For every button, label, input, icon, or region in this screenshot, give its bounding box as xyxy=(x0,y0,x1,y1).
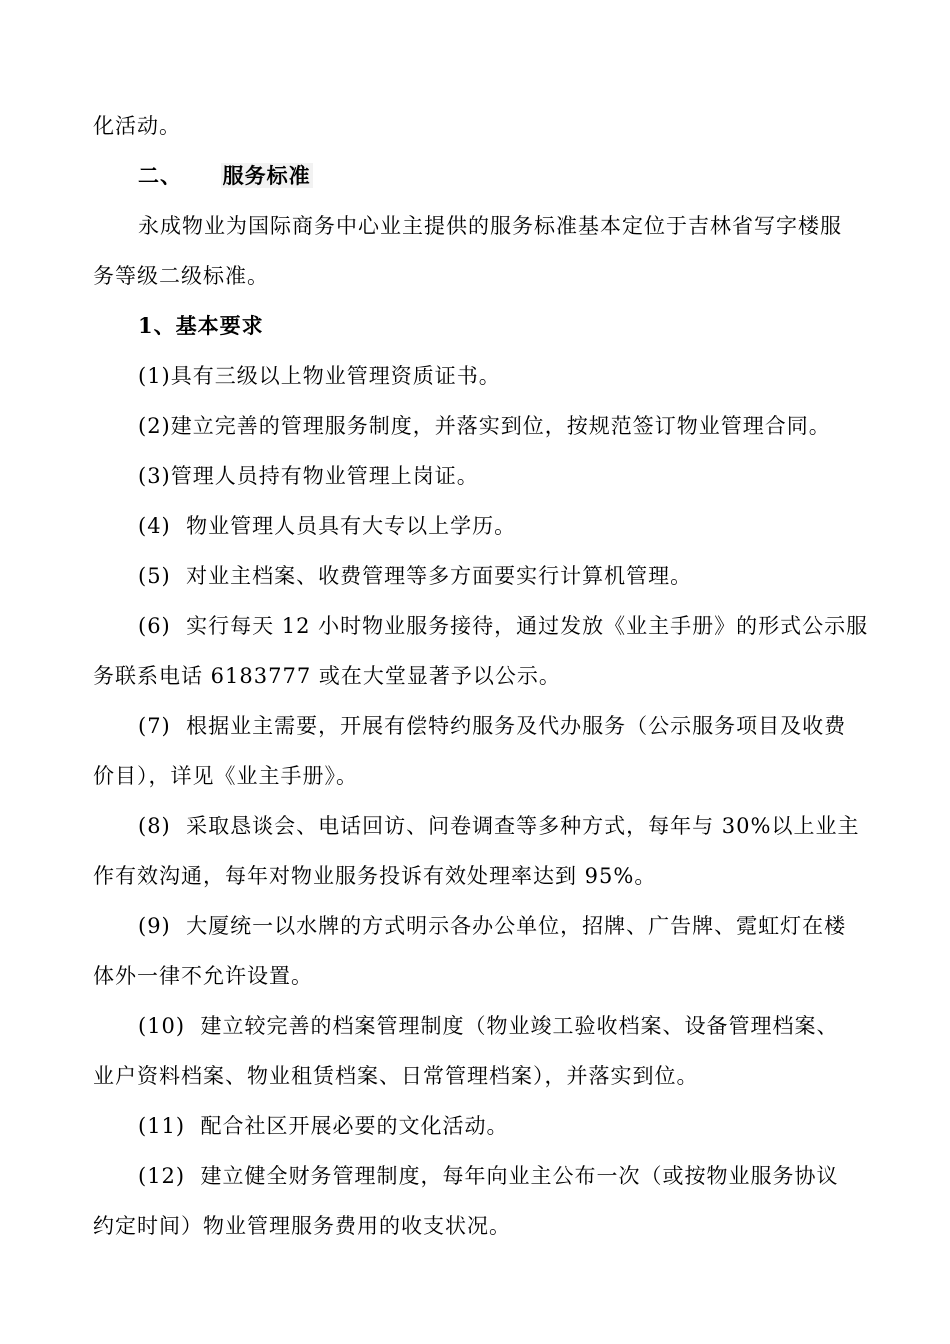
list-item-7-line-2: 价目），详见《业主手册》。 xyxy=(93,764,358,788)
section-heading-number: 二、 xyxy=(138,163,182,188)
list-item-12-line-2: 约定时间）物业管理服务费用的收支状况。 xyxy=(93,1214,511,1238)
intro-line-1: 永成物业为国际商务中心业主提供的服务标准基本定位于吉林省写字楼服 xyxy=(138,214,842,238)
list-item-11: (11) 配合社区开展必要的文化活动。 xyxy=(138,1114,509,1138)
list-item-6-line-2: 务联系电话 6183777 或在大堂显著予以公示。 xyxy=(93,664,561,688)
list-item-1: (1)具有三级以上物业管理资质证书。 xyxy=(138,364,501,388)
list-item-9-line-2: 体外一律不允许设置。 xyxy=(93,964,313,988)
subheading-basic-requirements: 1、基本要求 xyxy=(138,313,264,338)
list-item-12-line-1: (12) 建立健全财务管理制度，每年向业主公布一次（或按物业服务协议 xyxy=(138,1164,839,1188)
section-heading xyxy=(138,161,313,191)
list-item-10-line-2: 业户资料档案、物业租赁档案、日常管理档案），并落实到位。 xyxy=(93,1064,699,1088)
continuation-text: 化活动。 xyxy=(93,114,181,138)
list-item-8-line-2: 作有效沟通，每年对物业服务投诉有效处理率达到 95%。 xyxy=(93,864,657,888)
list-item-4: (4) 物业管理人员具有大专以上学历。 xyxy=(138,514,517,538)
list-item-2: (2)建立完善的管理服务制度，并落实到位，按规范签订物业管理合同。 xyxy=(138,414,831,438)
list-item-10-line-1: (10) 建立较完善的档案管理制度（物业竣工验收档案、设备管理档案、 xyxy=(138,1014,839,1038)
list-item-7-line-1: (7) 根据业主需要，开展有偿特约服务及代办服务（公示服务项目及收费 xyxy=(138,714,847,738)
list-item-6-line-1: (6) 实行每天 12 小时物业服务接待，通过发放《业主手册》的形式公示服 xyxy=(138,614,869,638)
list-item-5: (5) 对业主档案、收费管理等多方面要实行计算机管理。 xyxy=(138,564,693,588)
list-item-9-line-1: (9) 大厦统一以水牌的方式明示各办公单位，招牌、广告牌、霓虹灯在楼 xyxy=(138,914,847,938)
intro-line-2: 务等级二级标准。 xyxy=(93,264,269,288)
section-heading-title: 服务标准 xyxy=(222,163,311,188)
list-item-8-line-1: (8) 采取恳谈会、电话回访、问卷调查等多种方式，每年与 30%以上业主 xyxy=(138,814,860,838)
list-item-3: (3)管理人员持有物业管理上岗证。 xyxy=(138,464,479,488)
